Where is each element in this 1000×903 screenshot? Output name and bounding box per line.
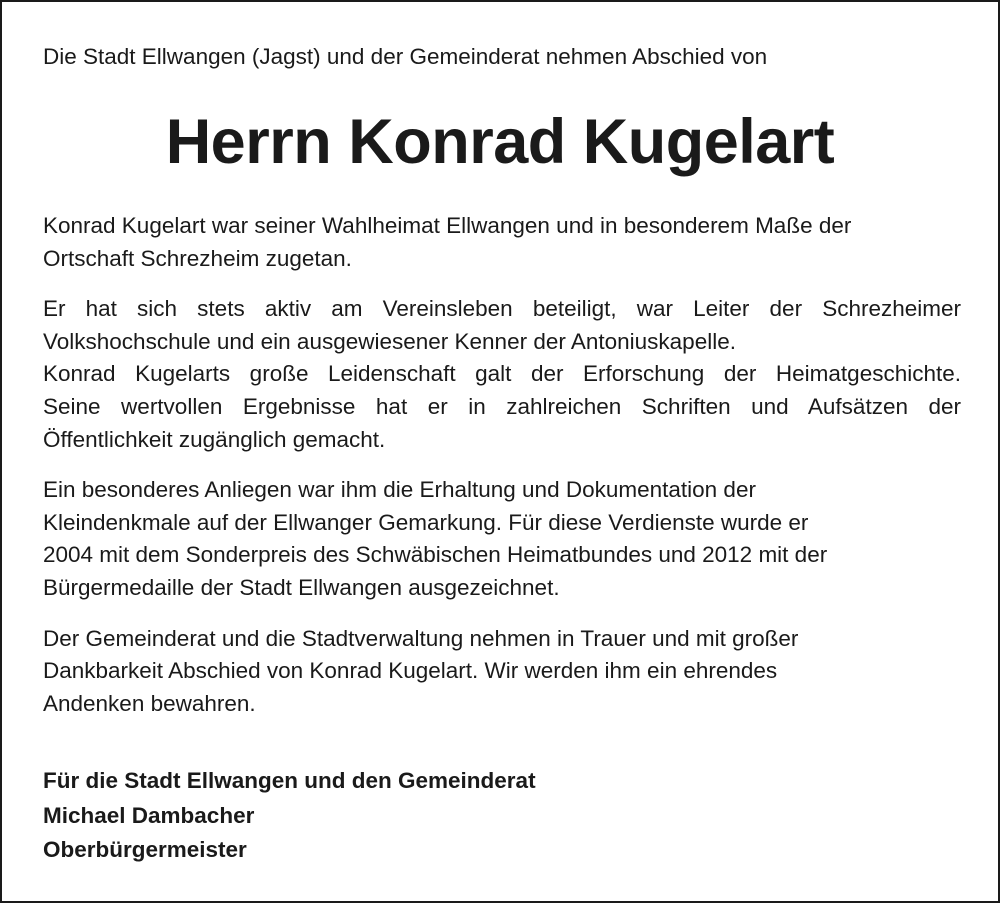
paragraph-line: Der Gemeinderat und die Stadtverwaltung nehmen in Trauer und mit großer: [43, 625, 799, 651]
paragraph-line: Seine wertvollen Ergebnisse hat er in zahlreichen Schriften und Aufsätzen der: [43, 393, 961, 419]
paragraph-line: Konrad Kugelart war seiner Wahlheimat Ellwangen und in besonderem Maße der: [43, 213, 852, 238]
paragraph-line: Ortschaft Schrezheim zugetan.: [43, 245, 352, 271]
signature-organization: Für die Stadt Ellwangen und den Gemeinderat: [43, 768, 536, 793]
deceased-name-heading: Herrn Konrad Kugelart: [165, 107, 835, 177]
paragraph-line: Andenken bewahren.: [43, 690, 256, 716]
paragraph-1: [43, 210, 961, 275]
paragraph-line: Konrad Kugelarts große Leidenschaft galt der Erforschung der Heimatgeschichte.: [43, 361, 961, 387]
paragraph-line: Bürgermedaille der Stadt Ellwangen ausgezeichnet.: [43, 574, 560, 600]
paragraph-line: Er hat sich stets aktiv am Vereinsleben beteiligt, war Leiter der Schrezheimer: [43, 296, 961, 322]
signature-name: Michael Dambacher: [43, 802, 255, 828]
paragraph-line: Ein besonderes Anliegen war ihm die Erhaltung und Dokumentation der: [43, 477, 756, 503]
notice-body: [43, 210, 961, 738]
signature-title: Oberbürgermeister: [43, 837, 247, 862]
paragraph-line: Kleindenkmale auf der Ellwanger Gemarkung. Für diese Verdienste wurde er: [43, 509, 809, 535]
paragraph-line: Öffentlichkeit zugänglich gemacht.: [43, 426, 386, 452]
paragraph-line: Dankbarkeit Abschied von Konrad Kugelart. Wir werden ihm ein ehrendes: [43, 658, 778, 684]
signature-block: [43, 764, 536, 868]
paragraph-3: [43, 474, 961, 604]
paragraph-2: [43, 293, 961, 456]
paragraph-4: [43, 623, 961, 721]
intro-line: Die Stadt Ellwangen (Jagst) und der Gemeinderat nehmen Abschied von: [43, 44, 768, 69]
paragraph-line: 2004 mit dem Sonderpreis des Schwäbischen Heimatbundes und 2012 mit der: [43, 542, 828, 568]
paragraph-line: Volkshochschule und ein ausgewiesener Kenner der Antoniuskapelle.: [43, 328, 736, 354]
